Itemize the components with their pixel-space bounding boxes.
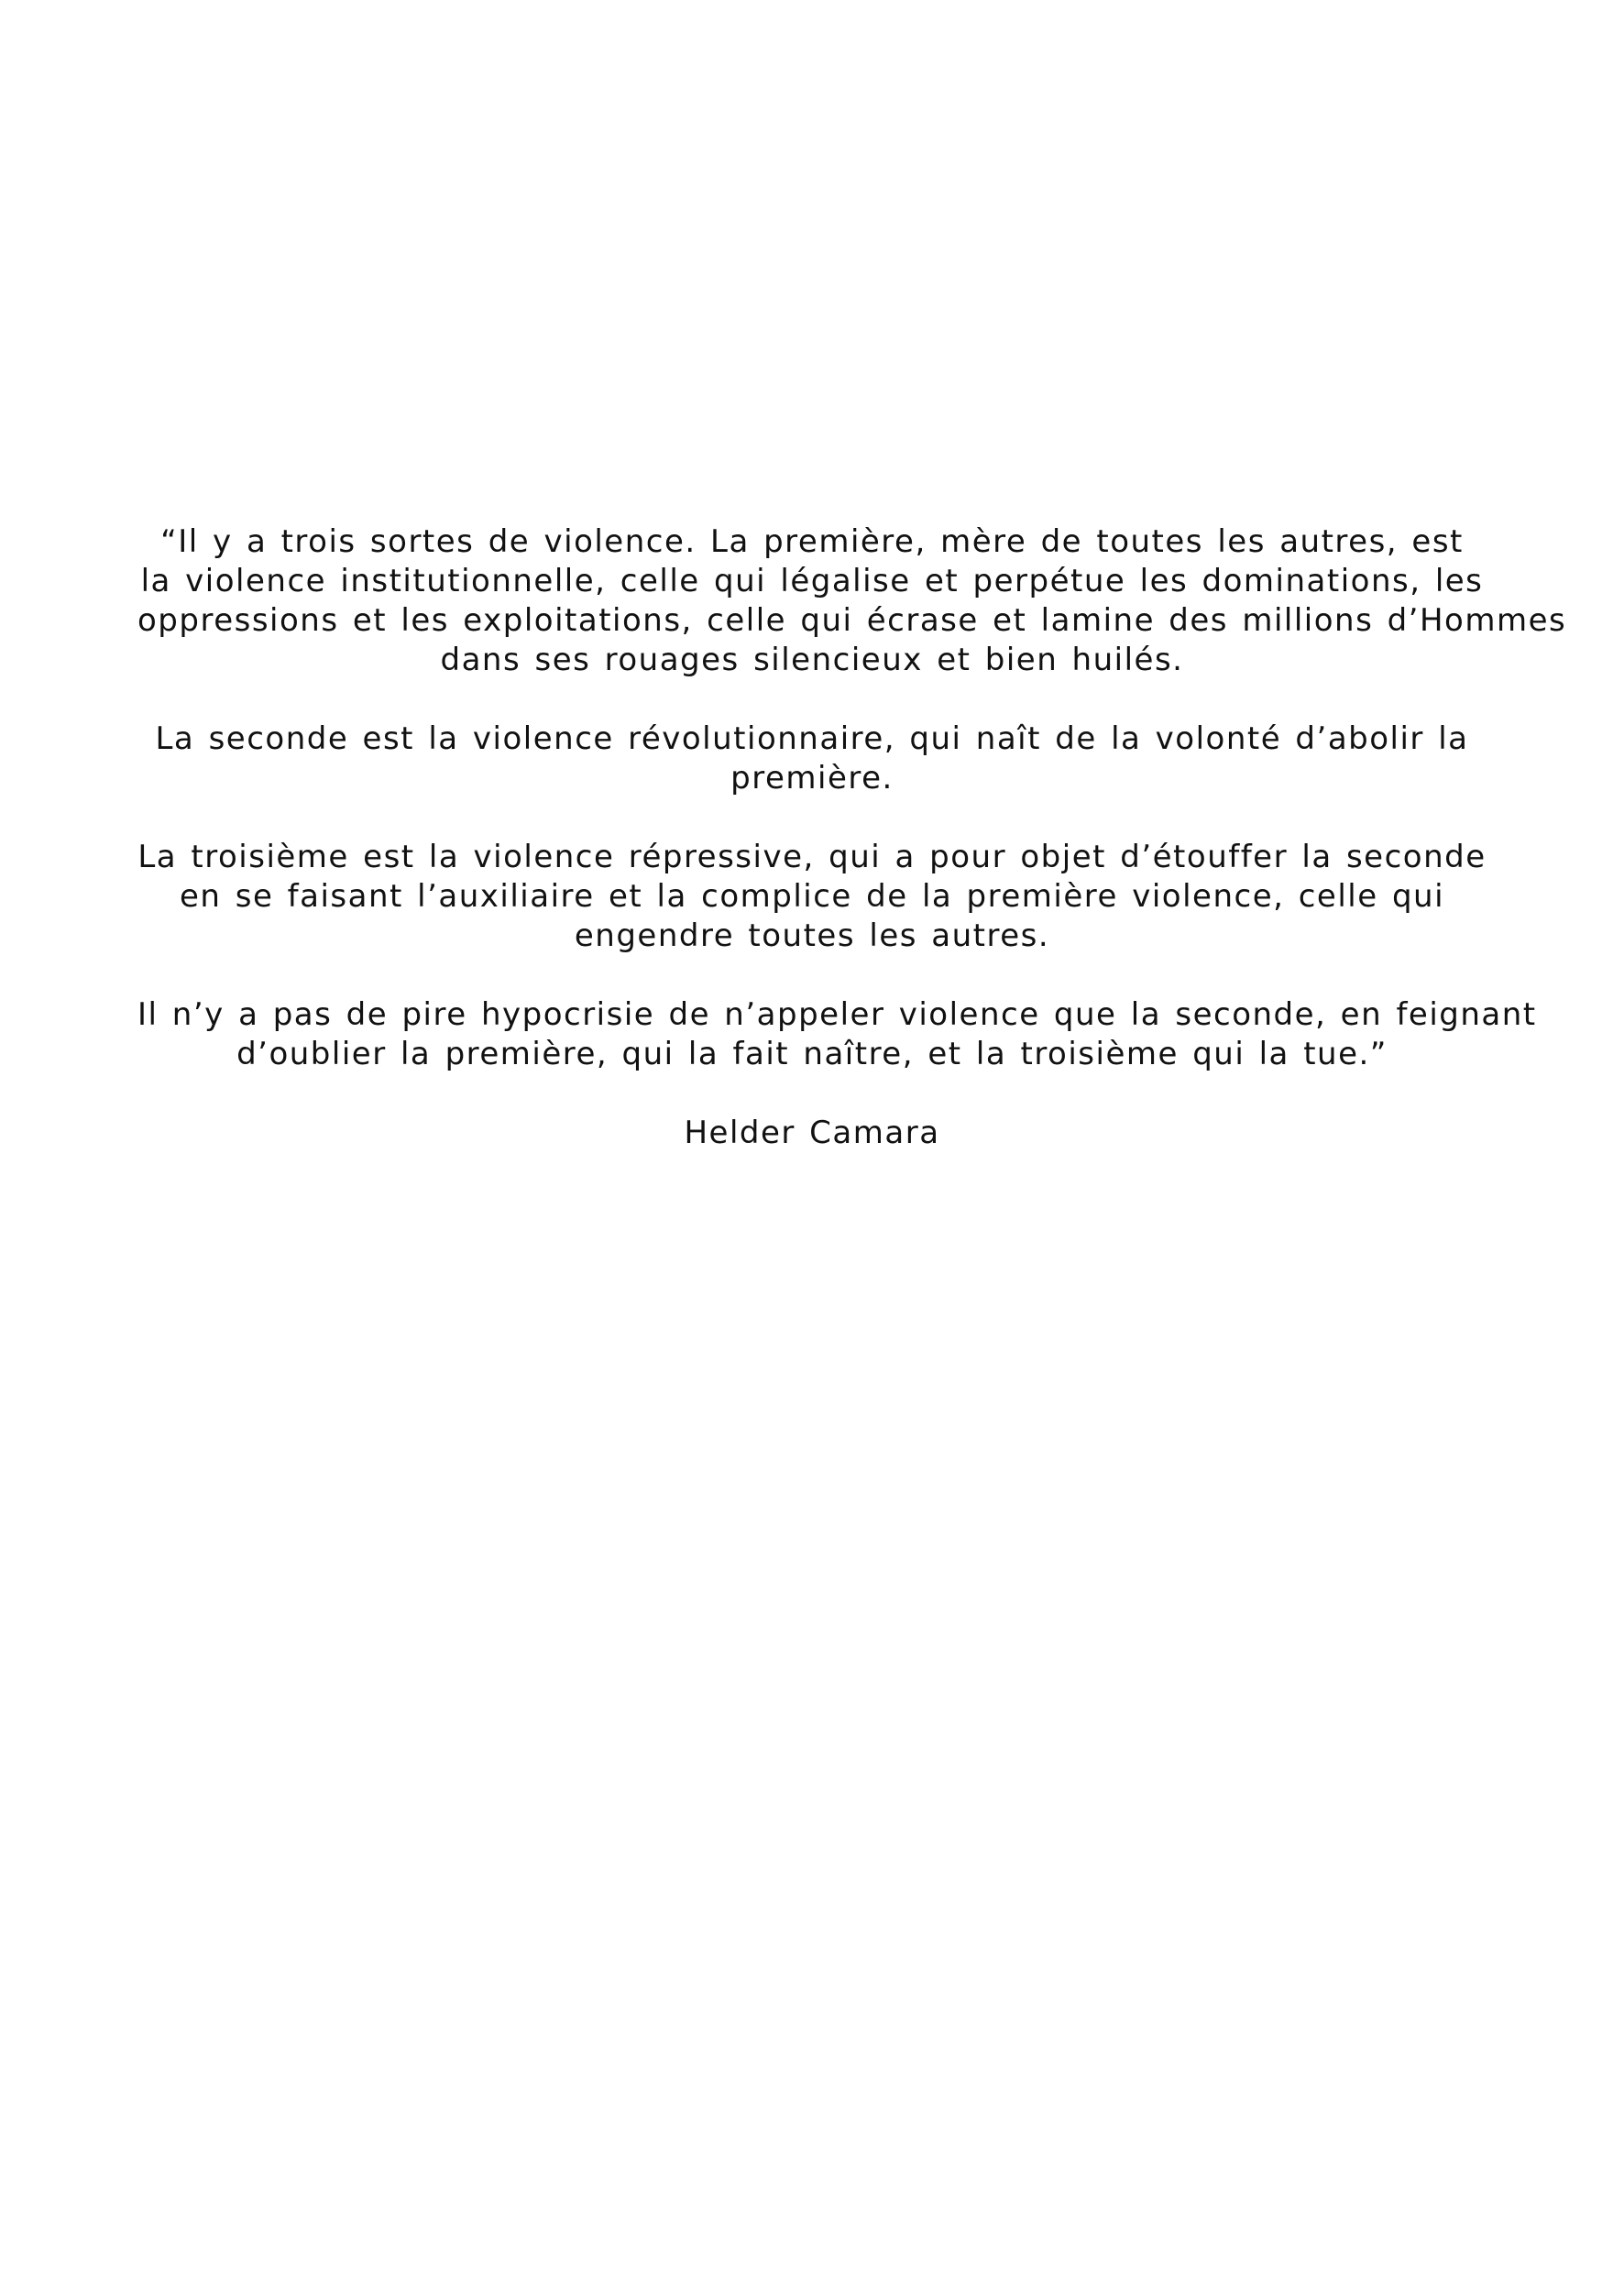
- author-name: Helder Camara: [684, 1115, 940, 1151]
- quote-paragraph-1: [137, 522, 1567, 680]
- text-line: La troisième est la violence répressive, qui a pour objet d’étouffer la seconde: [137, 839, 1487, 875]
- text-line: en se faisant l’auxiliaire et la complice de la première violence, celle qui: [179, 878, 1445, 915]
- text-line: engendre toutes les autres.: [574, 917, 1050, 954]
- text-line: première.: [730, 760, 894, 796]
- quote-author: [137, 1114, 1487, 1153]
- quote-block: [137, 522, 1567, 1192]
- text-line: Il n’y a pas de pire hypocrisie de n’appeler violence que la seconde, en feignant: [137, 996, 1537, 1033]
- text-line: dans ses rouages silencieux et bien huilés.: [440, 642, 1184, 678]
- text-line: la violence institutionnelle, celle qui légalise et perpétue les dominations, les: [140, 563, 1484, 599]
- quote-paragraph-2: [137, 720, 1487, 798]
- quote-paragraph-4: [137, 995, 1537, 1074]
- text-line: oppressions et les exploitations, celle qui écrase et lamine des millions d’Hommes: [137, 602, 1567, 639]
- text-line: d’oublier la première, qui la fait naître, et la troisième qui la tue.”: [236, 1036, 1388, 1072]
- quote-paragraph-3: [137, 838, 1487, 956]
- text-line: La seconde est la violence révolutionnaire, qui naît de la volonté d’abolir la: [155, 720, 1469, 757]
- text-line: “Il y a trois sortes de violence. La première, mère de toutes les autres, est: [160, 523, 1464, 560]
